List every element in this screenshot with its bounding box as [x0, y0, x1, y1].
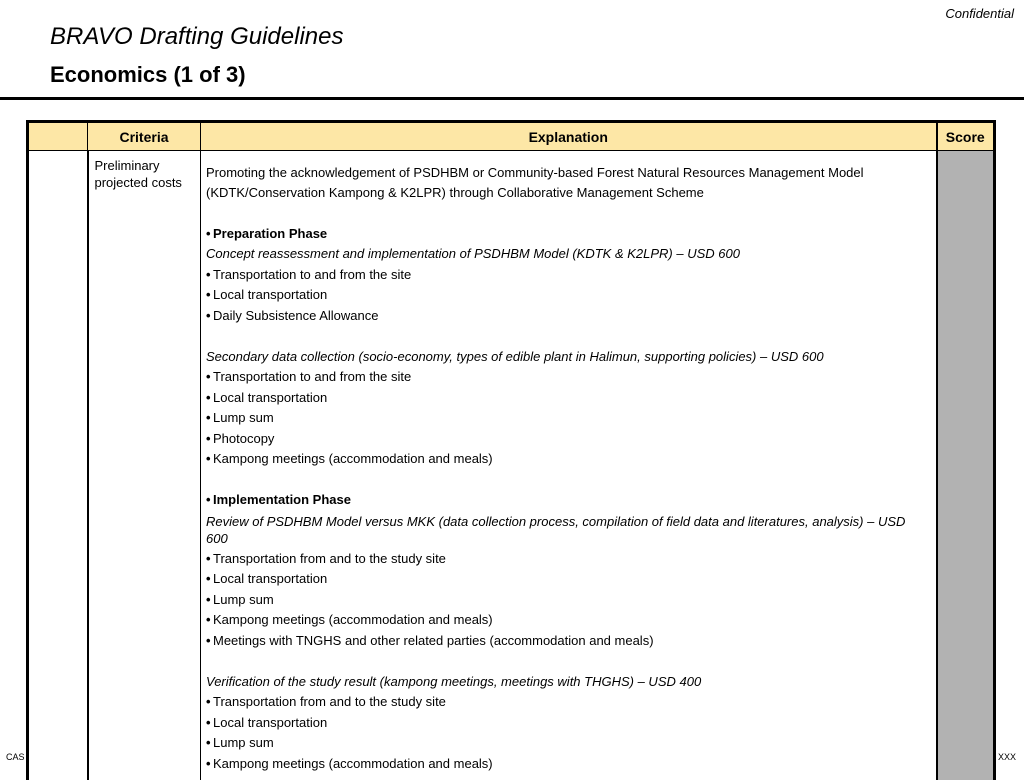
list-item: [206, 285, 928, 306]
row-number-cell: [28, 151, 88, 780]
explanation-lines: [206, 203, 928, 774]
confidential-label: Confidential: [945, 6, 1014, 21]
list-item: [206, 733, 928, 754]
bullet-icon: •: [206, 713, 213, 734]
activity-subheading-text: Verification of the study result (kampong meetings, meetings with THGHS) – USD 400: [206, 674, 701, 689]
table-header-row: [28, 122, 995, 151]
list-item: [206, 408, 928, 429]
list-item-text: Photocopy: [213, 431, 274, 446]
spacer: [206, 651, 928, 672]
list-item-text: Daily Subsistence Allowance: [213, 308, 378, 323]
list-item-text: Kampong meetings (accommodation and meals): [213, 451, 493, 466]
bullet-icon: •: [206, 285, 213, 306]
list-item: [206, 449, 928, 470]
phase-heading: [206, 224, 928, 245]
activity-subheading-text: Review of PSDHBM Model versus MKK (data collection process, compilation of field data and literatures, analysis) – USD 600: [206, 514, 905, 546]
list-item-text: Transportation to and from the site: [213, 267, 411, 282]
bullet-icon: •: [206, 610, 213, 631]
list-item-text: Kampong meetings (accommodation and meals): [213, 612, 493, 627]
bullet-icon: •: [206, 754, 213, 775]
phase-heading-text: Preparation Phase: [213, 226, 327, 241]
criteria-column-header: Criteria: [88, 122, 201, 151]
list-item: [206, 569, 928, 590]
explanation-column-header: Explanation: [201, 122, 937, 151]
activity-subheading: [206, 347, 928, 368]
bullet-icon: •: [206, 429, 213, 450]
spacer: [206, 470, 928, 491]
list-item: [206, 754, 928, 775]
bullet-icon: •: [206, 631, 213, 652]
page-title: Economics (1 of 3): [50, 62, 246, 88]
bullet-icon: •: [206, 549, 213, 570]
criteria-cell: Preliminary projected costs: [88, 151, 201, 780]
score-cell: [937, 151, 995, 780]
bullet-icon: •: [206, 590, 213, 611]
activity-subheading: [206, 513, 928, 547]
table-row: [28, 151, 995, 780]
list-item-text: Local transportation: [213, 715, 327, 730]
spacer: [206, 326, 928, 347]
list-item-text: Transportation from and to the study site: [213, 694, 446, 709]
list-item: [206, 388, 928, 409]
spacer: [206, 203, 928, 224]
activity-subheading-text: Concept reassessment and implementation of PSDHBM Model (KDTK & K2LPR) – USD 600: [206, 246, 740, 261]
list-item-text: Local transportation: [213, 287, 327, 302]
phase-heading: [206, 490, 928, 511]
list-item: [206, 265, 928, 286]
list-item: [206, 610, 928, 631]
list-item-text: Transportation to and from the site: [213, 369, 411, 384]
list-item-text: Kampong meetings (accommodation and meals): [213, 756, 493, 771]
list-item: [206, 429, 928, 450]
bullet-icon: •: [206, 367, 213, 388]
footer-right-label: XXX: [998, 752, 1016, 762]
bullet-icon: •: [206, 388, 213, 409]
header-blank-cell: [28, 122, 88, 151]
criteria-table-container: [26, 120, 996, 780]
list-item: [206, 590, 928, 611]
bullet-icon: •: [206, 569, 213, 590]
activity-subheading-text: Secondary data collection (socio-economy, types of edible plant in Halimun, supporting policies) – USD 600: [206, 349, 824, 364]
bullet-icon: •: [206, 449, 213, 470]
list-item: [206, 306, 928, 327]
explanation-intro: Promoting the acknowledgement of PSDHBM or Community-based Forest Natural Resources Management Model (KDTK/Conservation Kampong & K2LPR) through Collaborative Management Scheme: [206, 163, 928, 203]
list-item-text: Lump sum: [213, 592, 274, 607]
list-item-text: Meetings with TNGHS and other related parties (accommodation and meals): [213, 633, 654, 648]
explanation-cell: [201, 151, 937, 780]
list-item-text: Lump sum: [213, 735, 274, 750]
bullet-icon: •: [206, 733, 213, 754]
bullet-icon: •: [206, 490, 213, 511]
activity-subheading: [206, 672, 928, 693]
list-item: [206, 367, 928, 388]
activity-subheading: [206, 244, 928, 265]
list-item: [206, 549, 928, 570]
list-item: [206, 692, 928, 713]
list-item-text: Local transportation: [213, 390, 327, 405]
list-item-text: Transportation from and to the study site: [213, 551, 446, 566]
bullet-icon: •: [206, 265, 213, 286]
bullet-icon: •: [206, 306, 213, 327]
document-title: BRAVO Drafting Guidelines: [50, 23, 343, 51]
list-item: [206, 713, 928, 734]
list-item-text: Lump sum: [213, 410, 274, 425]
bullet-icon: •: [206, 692, 213, 713]
phase-heading-text: Implementation Phase: [213, 492, 351, 507]
score-column-header: Score: [937, 122, 995, 151]
bullet-icon: •: [206, 224, 213, 245]
list-item-text: Local transportation: [213, 571, 327, 586]
footer-left-label: CAS: [6, 752, 25, 762]
list-item: [206, 631, 928, 652]
bullet-icon: •: [206, 408, 213, 429]
header-divider: [0, 97, 1024, 100]
criteria-table: [26, 120, 996, 780]
